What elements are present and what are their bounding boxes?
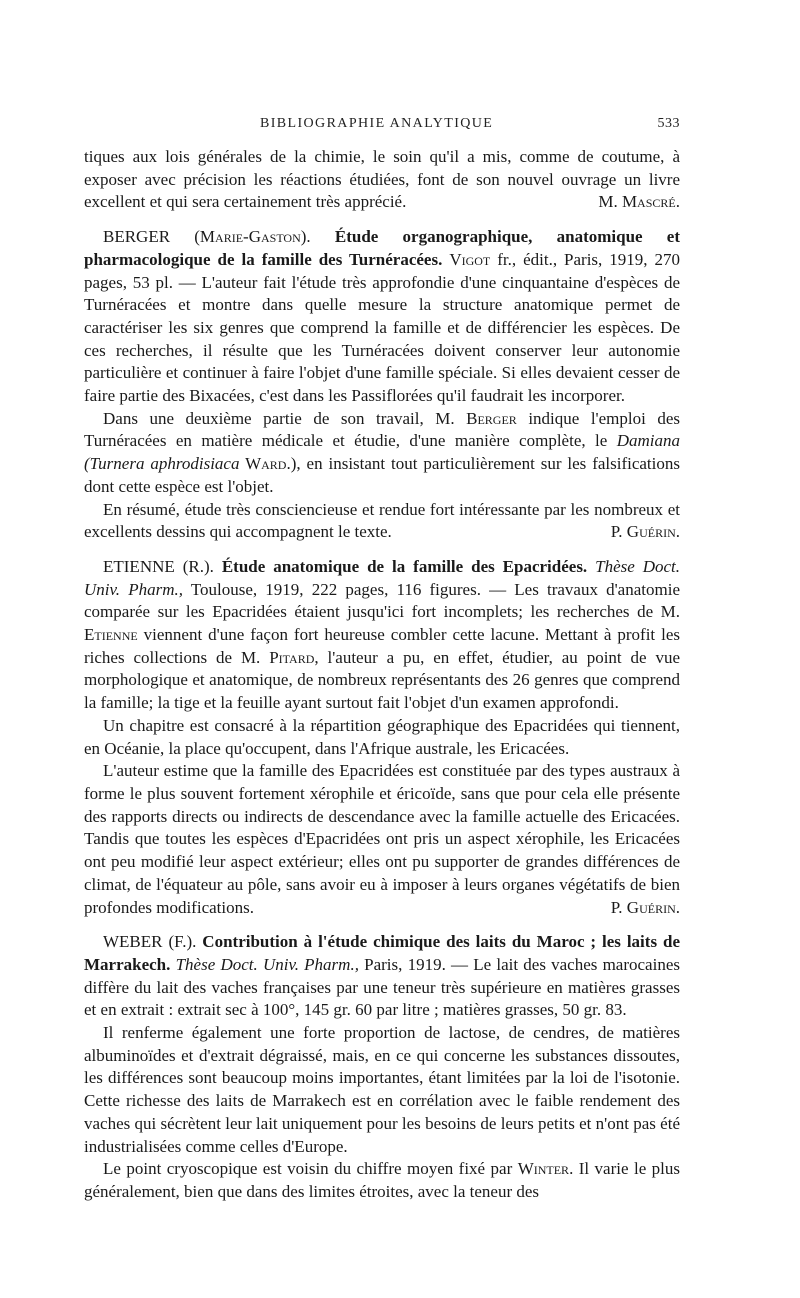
etienne-title: Étude anatomique de la famille des Epacridées. (221, 556, 588, 576)
berger-plant-name: Damiana (616, 431, 680, 451)
etienne-paragraph-2: Un chapitre est consacré à la répartition géographique des Epacridées qui tiennent, en Océanie, la place qu'occupent, dans l'Afrique australe, les Ericacées. (84, 715, 680, 758)
weber-thesis: Thèse Doct. Univ. Pharm., (175, 954, 359, 974)
weber-title: Contribution à l'étude chimique des laits du Maroc ; les laits de Marrakech. (84, 932, 680, 974)
weber-paragraph-1 (84, 931, 680, 1022)
weber-paragraph-2: Il renferme également une forte proportion de lactose, de cendres, de matières albuminoïdes et d'extrait dégraissé, mais, en ce qui concerne les substances dissoutes, les différences sont beaucoup moins importantes, étant limitées par la loi de l'isotonie. Cette richesse des laits de Marrakech est en corrélation avec le faible rendement des vaches qui sécrètent leur lait uniquement pour les besoins de leurs petits et n'ont pas été industrialisées comme celles d'Europe. (84, 1023, 680, 1156)
winter-name: Winter (517, 1159, 570, 1179)
etienne-paragraph-3 (84, 760, 680, 919)
weber-author-initials: (F.). (168, 932, 197, 952)
entry-etienne (84, 556, 680, 919)
etienne-author-initials: (R.). (182, 556, 214, 576)
weber-paragraph-3 (84, 1158, 680, 1203)
berger-author-initials: (Marie-Gaston). (194, 227, 311, 247)
berger-paragraph-3 (84, 499, 680, 544)
page-number: 533 (657, 116, 680, 131)
etienne-p1-text-c: , l'auteur a pu, en effet, étudier, au point de vue morphologique et anatomique, de nombreux représentants des 26 genres que comprend la famille; la tige et la feuille ayant surtout fait l'objet d'un examen approfondi. (84, 647, 681, 713)
header-title: BIBLIOGRAPHIE ANALYTIQUE (260, 116, 494, 131)
weber-p3-text-b: . Il varie le plus généralement, bien que dans des limites étroites, avec la teneur des (84, 1159, 681, 1201)
berger-p2-text-c: ), en insistant tout particulièrement sur les falsifications dont cette espèce est l'objet. (84, 454, 680, 496)
entry-weber (84, 931, 680, 1203)
berger-author: BERGER (103, 227, 171, 247)
intro-signature: M. Mascré. (598, 192, 680, 212)
etienne-paragraph-1 (84, 556, 680, 715)
berger-signature: P. Guérin. (610, 522, 680, 542)
intro-text: tiques aux lois générales de la chimie, le soin qu'il a mis, comme de coutume, à exposer avec précision les réactions étudiées, font de son nouvel ouvrage un livre excellent et qui sera certainement très apprécié. (84, 147, 680, 212)
etienne-details: Toulouse, 1919, 222 pages, 116 figures. — Les travaux d'anatomie comparée sur les Epacridées étaient jusqu'ici fort incomplets; les recherches de M. (84, 579, 680, 622)
berger-p2-text-a: Dans une deuxième partie de son travail, M. (103, 408, 467, 428)
intro-paragraph (84, 146, 680, 214)
berger-paragraph-2 (84, 408, 680, 499)
etienne-author: ETIENNE (103, 556, 175, 576)
berger-p2-text-b: indique l'emploi des Turnéracées en matière médicale et étudie, d'une manière complète, le (84, 408, 681, 451)
etienne-thesis: Thèse Doct. Univ. Pharm., (84, 556, 681, 599)
berger-publisher: Vigot (449, 249, 491, 269)
etienne-p3-text: L'auteur estime que la famille des Epacridées est constituée par des types austraux à forme le plus souvent fortement xérophile et éricoïde, sans que pour cela elle présente des rapports directs ou indirects de descendance avec la famille actuelle des Ericacées. Tandis que toutes les espèces d'Epacridées ont pris un aspect xérophile, les Ericacées ont peu modifié leur aspect extérieur; elles ont pu supporter de grandes différences de climat, de l'équateur au pôle, sans avoir eu à imposer à leurs organes végétatifs de bien profondes modifications. (84, 761, 680, 917)
weber-author: WEBER (103, 932, 163, 952)
etienne-name: Etienne (84, 625, 138, 645)
berger-details: fr., édit., Paris, 1919, 270 pages, 53 pl. — L'auteur fait l'étude très approfondie d'une cinquantaine d'espèces de Turnéracées et montre dans quelle mesure la structure anatomique permet de caractériser les six genres que comprend la famille et de différencier les espèces. De ces recherches, il résulte que les Turnéracées doivent conserver leur autonomie particulière et continuer à faire l'objet d'une famille spéciale. Si elles devaient cesser de faire partie des Bixacées, c'est dans les Passiflorées qu'il faudrait les incorporer. (84, 249, 680, 406)
weber-p3-text-a: Le point cryoscopique est voisin du chiffre moyen fixé par (103, 1159, 518, 1179)
berger-name: Berger (466, 408, 517, 428)
berger-ward: Ward. (239, 454, 291, 474)
entry-berger (84, 226, 680, 544)
berger-p3-text: En résumé, étude très consciencieuse et rendue fort intéressante par les nombreux et excellents dessins qui accompagnent le texte. (84, 499, 680, 542)
etienne-p1-text-b: viennent d'une façon fort heureuse combler cette lacune. Mettant à profit les riches collections de M. (84, 625, 680, 667)
pitard-name: Pitard (269, 647, 315, 667)
page-body (84, 146, 680, 1204)
berger-paragraph-1 (84, 226, 680, 408)
weber-details: Paris, 1919. — Le lait des vaches marocaines diffère du lait des vaches françaises par une teneur très supérieure en matières grasses et en extrait : extrait sec à 100°, 145 gr. 60 par litre ; matières grasses, 50 gr. 83. (84, 954, 680, 1020)
berger-latin-name: (Turnera aphrodisiaca (84, 454, 240, 474)
berger-title: Étude organographique, anatomique et pharmacologique de la famille des Turnéracées. (84, 227, 680, 269)
etienne-signature: P. Guérin. (610, 897, 680, 917)
